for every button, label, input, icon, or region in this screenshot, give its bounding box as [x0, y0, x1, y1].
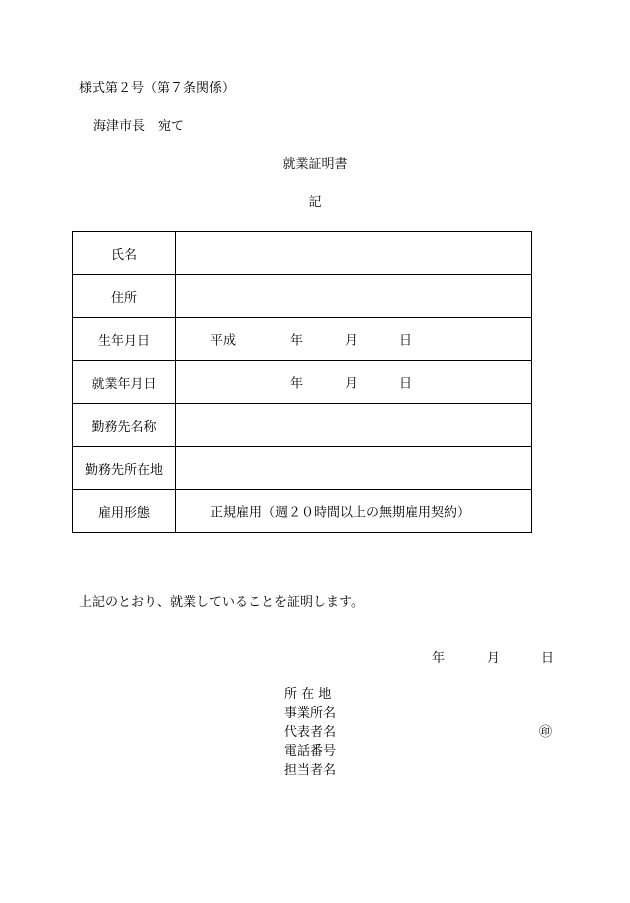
seal-icon: ㊞: [539, 725, 553, 740]
form-number: 様式第２号（第７条関係）: [79, 81, 236, 96]
contact-person-label: 担当者名: [284, 763, 337, 778]
name-field[interactable]: [176, 232, 532, 275]
date-day-unit: 日: [541, 651, 555, 666]
birthdate-label: 生年月日: [73, 318, 176, 361]
table-row-name: [73, 232, 532, 275]
certificate-table: [72, 231, 532, 533]
birthdate-month-unit: 月: [345, 333, 359, 349]
table-row-address: [73, 275, 532, 318]
addressee: 海津市長 宛て: [93, 119, 185, 134]
location-label: 所 在 地: [284, 687, 332, 702]
table-row-birthdate: [73, 318, 532, 361]
employer-name-label: 勤務先名称: [73, 404, 176, 447]
birthdate-field[interactable]: [176, 318, 532, 361]
address-field[interactable]: [176, 275, 532, 318]
employment-type-field: [176, 490, 532, 533]
table-row-employer-name: [73, 404, 532, 447]
employment-month-unit: 月: [345, 376, 359, 392]
employer-address-field[interactable]: [176, 447, 532, 490]
date-year-unit: 年: [432, 651, 446, 666]
table-row-employment-type: [73, 490, 532, 533]
document-title: 就業証明書: [282, 157, 348, 172]
birthdate-day-unit: 日: [399, 333, 413, 349]
employment-day-unit: 日: [399, 376, 413, 392]
name-label: 氏名: [73, 232, 176, 275]
birthdate-era: 平成: [210, 333, 237, 349]
employment-date-label: 就業年月日: [73, 361, 176, 404]
employment-type-label: 雇用形態: [73, 490, 176, 533]
phone-label: 電話番号: [284, 744, 337, 759]
representative-label: 代表者名: [284, 725, 337, 740]
table-row-employer-address: [73, 447, 532, 490]
certification-statement: 上記のとおり、就業していることを証明します。: [79, 595, 364, 610]
employment-date-field[interactable]: [176, 361, 532, 404]
office-name-label: 事業所名: [284, 706, 337, 721]
address-label: 住所: [73, 275, 176, 318]
ki-heading: 記: [308, 195, 322, 210]
employer-name-field[interactable]: [176, 404, 532, 447]
birthdate-year-unit: 年: [290, 333, 304, 349]
employment-year-unit: 年: [290, 376, 304, 392]
date-month-unit: 月: [487, 651, 501, 666]
employer-address-label: 勤務先所在地: [73, 447, 176, 490]
employment-type-value: 正規雇用（週２０時間以上の無期雇用契約）: [210, 505, 471, 521]
table-row-employment-date: [73, 361, 532, 404]
